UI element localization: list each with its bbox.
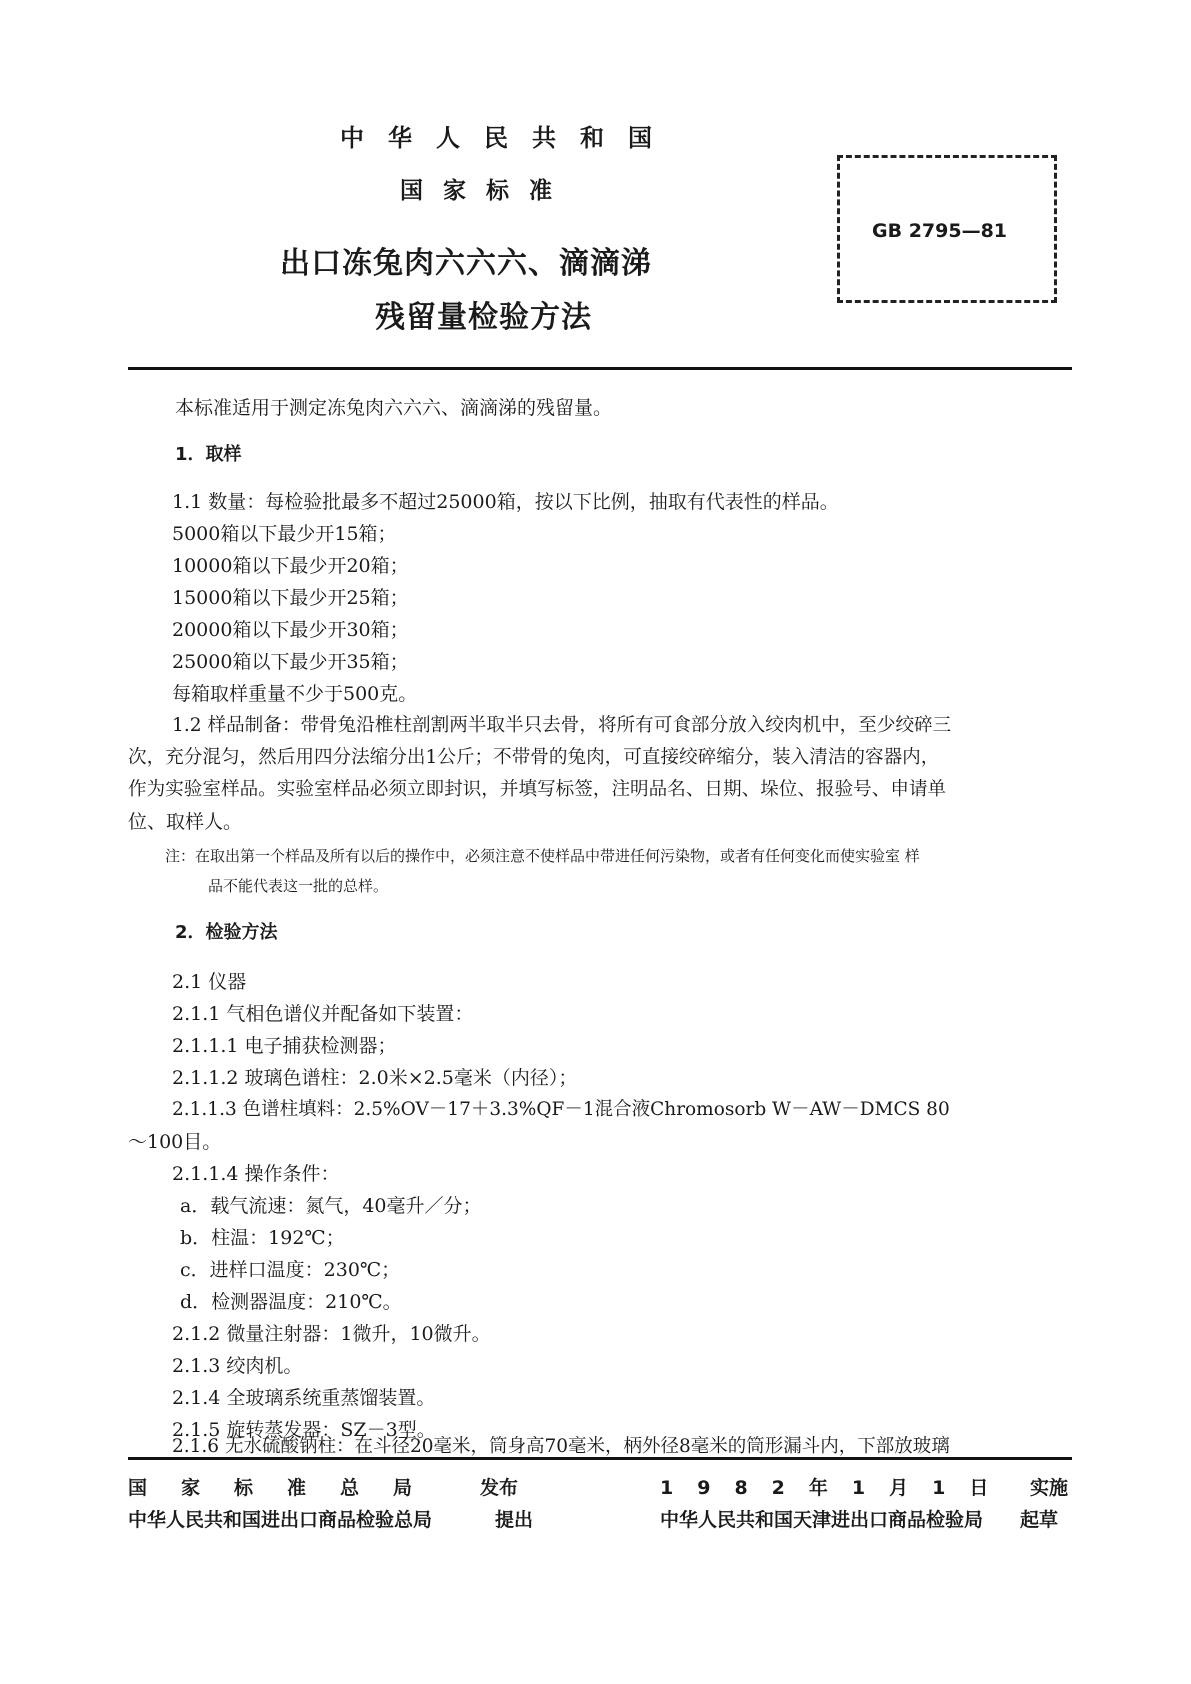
clause-1-2-line: 位、取样人。 — [128, 811, 243, 833]
instrument-line: 2.1.1.3 色谱柱填料：2.5%OV－17＋3.3%QF－1混合液Chromosorb W－AW－DMCS 80 — [172, 1099, 950, 1120]
issuer: 国家标准总局 — [128, 1477, 447, 1499]
instrument-line: 2.1.4 全玻璃系统重蒸馏装置。 — [172, 1387, 436, 1409]
standard-code-box — [837, 155, 1057, 303]
operating-condition: c．进样口温度：230℃； — [180, 1259, 401, 1281]
effective-date: 1982年1月1日 — [660, 1477, 1013, 1499]
proposer: 中华人民共和国进出口商品检验总局 — [128, 1509, 433, 1531]
section-2-heading: 2．检验方法 — [175, 922, 278, 943]
instrument-line: 2.1.1.2 玻璃色谱柱：2.0米×2.5毫米（内径）； — [172, 1067, 578, 1089]
sample-row: 25000箱以下最少开35箱； — [172, 651, 409, 673]
sample-row: 每箱取样重量不少于500克。 — [172, 683, 418, 705]
instrument-line: 2.1.5 旋转蒸发器：SZ－3型。 — [172, 1419, 436, 1441]
clause-1-1: 1.1 数量：每检验批最多不超过25000箱，按以下比例，抽取有代表性的样品。 — [172, 491, 839, 513]
clause-1-2-line: 1.2 样品制备：带骨兔沿椎柱剖割两半取半只去骨，将所有可食部分放入绞肉机中，至少绞碎三 — [172, 715, 952, 736]
standard-type: 国家标准 — [400, 178, 572, 204]
sample-row: 5000箱以下最少开15箱； — [172, 523, 397, 545]
footer-divider — [128, 1457, 1072, 1460]
clause-1-2-line: 次，充分混匀，然后用四分法缩分出1公斤；不带骨的兔肉，可直接绞碎缩分，装入清洁的容器内， — [128, 747, 940, 768]
instrument-line: ～100目。 — [128, 1131, 222, 1153]
sample-row: 15000箱以下最少开25箱； — [172, 587, 409, 609]
clause-1-2-line: 作为实验室样品。实验室样品必须立即封识，并填写标签，注明品名、日期、垛位、报验号、申请单 — [128, 779, 947, 800]
proposer-action: 提出 — [495, 1509, 534, 1531]
instrument-line: 2.1.1.1 电子捕获检测器； — [172, 1035, 397, 1057]
instrument-line: 2.1 仪器 — [172, 971, 247, 993]
operating-condition: a．载气流速：氮气，40毫升／分； — [180, 1195, 482, 1217]
sample-row: 20000箱以下最少开30箱； — [172, 619, 409, 641]
section-1-heading: 1．取样 — [175, 444, 242, 465]
sample-row: 10000箱以下最少开20箱； — [172, 555, 409, 577]
document-title-line-1: 出口冻兔肉六六六、滴滴涕 — [280, 246, 652, 281]
standard-code: GB 2795—81 — [872, 220, 1008, 242]
operating-condition: b．柱温：192℃； — [180, 1227, 345, 1249]
issuer-action: 发布 — [480, 1477, 519, 1499]
note-line: 品不能代表这一批的总样。 — [208, 877, 389, 895]
country-name: 中华人民共和国 — [340, 124, 676, 152]
instrument-line: 2.1.2 微量注射器：1微升，10微升。 — [172, 1323, 491, 1345]
effective-action: 实施 — [1030, 1477, 1069, 1499]
document-title-line-2: 残留量检验方法 — [375, 300, 592, 335]
intro-paragraph: 本标准适用于测定冻兔肉六六六、滴滴涕的残留量。 — [175, 397, 613, 419]
instrument-line: 2.1.3 绞肉机。 — [172, 1355, 303, 1377]
operating-condition: d．检测器温度：210℃。 — [180, 1291, 402, 1313]
instrument-line: 2.1.1.4 操作条件： — [172, 1163, 340, 1185]
drafter: 中华人民共和国天津进出口商品检验局 — [660, 1509, 984, 1531]
header-divider — [128, 367, 1072, 370]
drafter-action: 起草 — [1020, 1509, 1059, 1531]
instrument-line: 2.1.1 气相色谱仪并配备如下装置： — [172, 1003, 474, 1025]
note-line: 注：在取出第一个样品及所有以后的操作中，必须注意不使样品中带进任何污染物，或者有任何变化而使实验室 样 — [165, 847, 920, 865]
instrument-line: 2.1.6 无水硫酸钠柱：在斗径20毫米，筒身高70毫米，柄外径8毫米的筒形漏斗内，下部放玻璃 — [172, 1436, 950, 1457]
